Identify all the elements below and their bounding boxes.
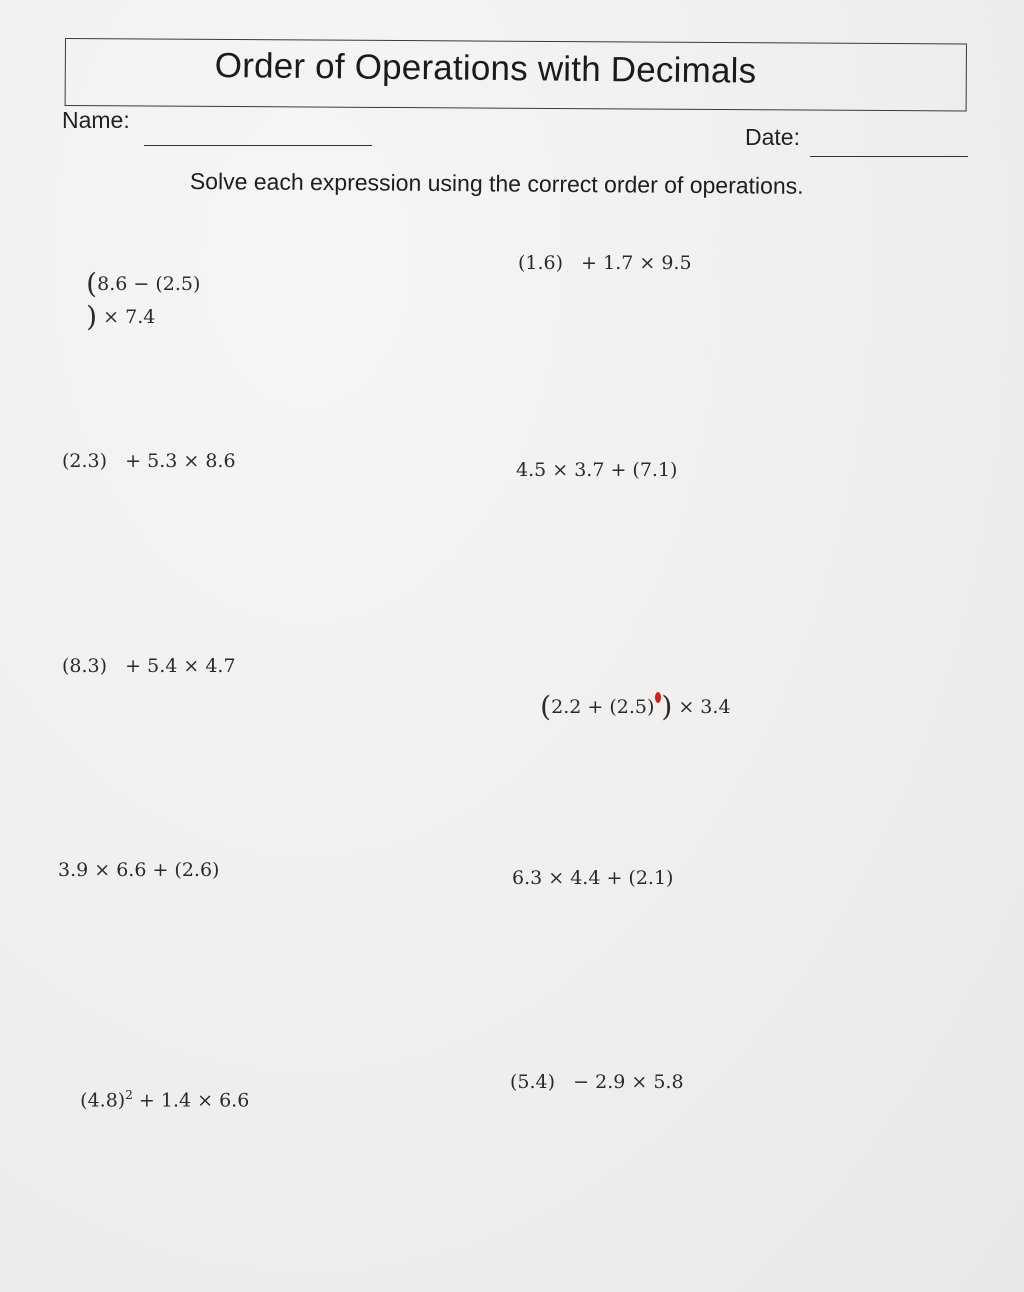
problem-9-rest: + 1.4 × 6.6 <box>132 1089 250 1112</box>
problem-10: (5.4) − 2.9 × 5.8 <box>510 1071 684 1093</box>
problem-9-base: (4.8) <box>80 1089 126 1112</box>
problem-6-tail: × 3.4 <box>672 696 731 718</box>
problem-1 <box>62 245 200 355</box>
problem-7: 3.9 × 6.6 + (2.6) <box>58 859 220 881</box>
name-blank-line <box>144 145 372 146</box>
problem-6-open-paren: ( <box>540 690 552 723</box>
problem-9 <box>56 1066 249 1133</box>
problem-1-tail: × 7.4 <box>97 306 156 328</box>
instructions: Solve each expression using the correct order of operations. <box>189 168 804 199</box>
worksheet-title: Order of Operations with Decimals <box>214 46 757 91</box>
problem-1-close-paren: ) <box>86 300 98 333</box>
problem-6 <box>516 668 731 745</box>
problem-9-exponent: 2 <box>125 1088 133 1102</box>
date-label: Date: <box>745 124 800 150</box>
date-blank-line <box>810 156 968 157</box>
problem-1-open-paren: ( <box>86 267 98 300</box>
problem-2: (1.6) + 1.7 × 9.5 <box>518 252 692 274</box>
problem-4: 4.5 × 3.7 + (7.1) <box>516 459 678 481</box>
problem-1-body: 8.6 − (2.5) <box>97 273 201 295</box>
name-label: Name: <box>62 107 130 133</box>
problem-8: 6.3 × 4.4 + (2.1) <box>512 867 674 889</box>
problem-6-body: 2.2 + (2.5) <box>551 696 655 718</box>
problem-3: (2.3) + 5.3 × 8.6 <box>62 450 236 472</box>
problem-6-close-paren: ) <box>661 690 673 723</box>
problem-5: (8.3) + 5.4 × 4.7 <box>62 655 236 677</box>
